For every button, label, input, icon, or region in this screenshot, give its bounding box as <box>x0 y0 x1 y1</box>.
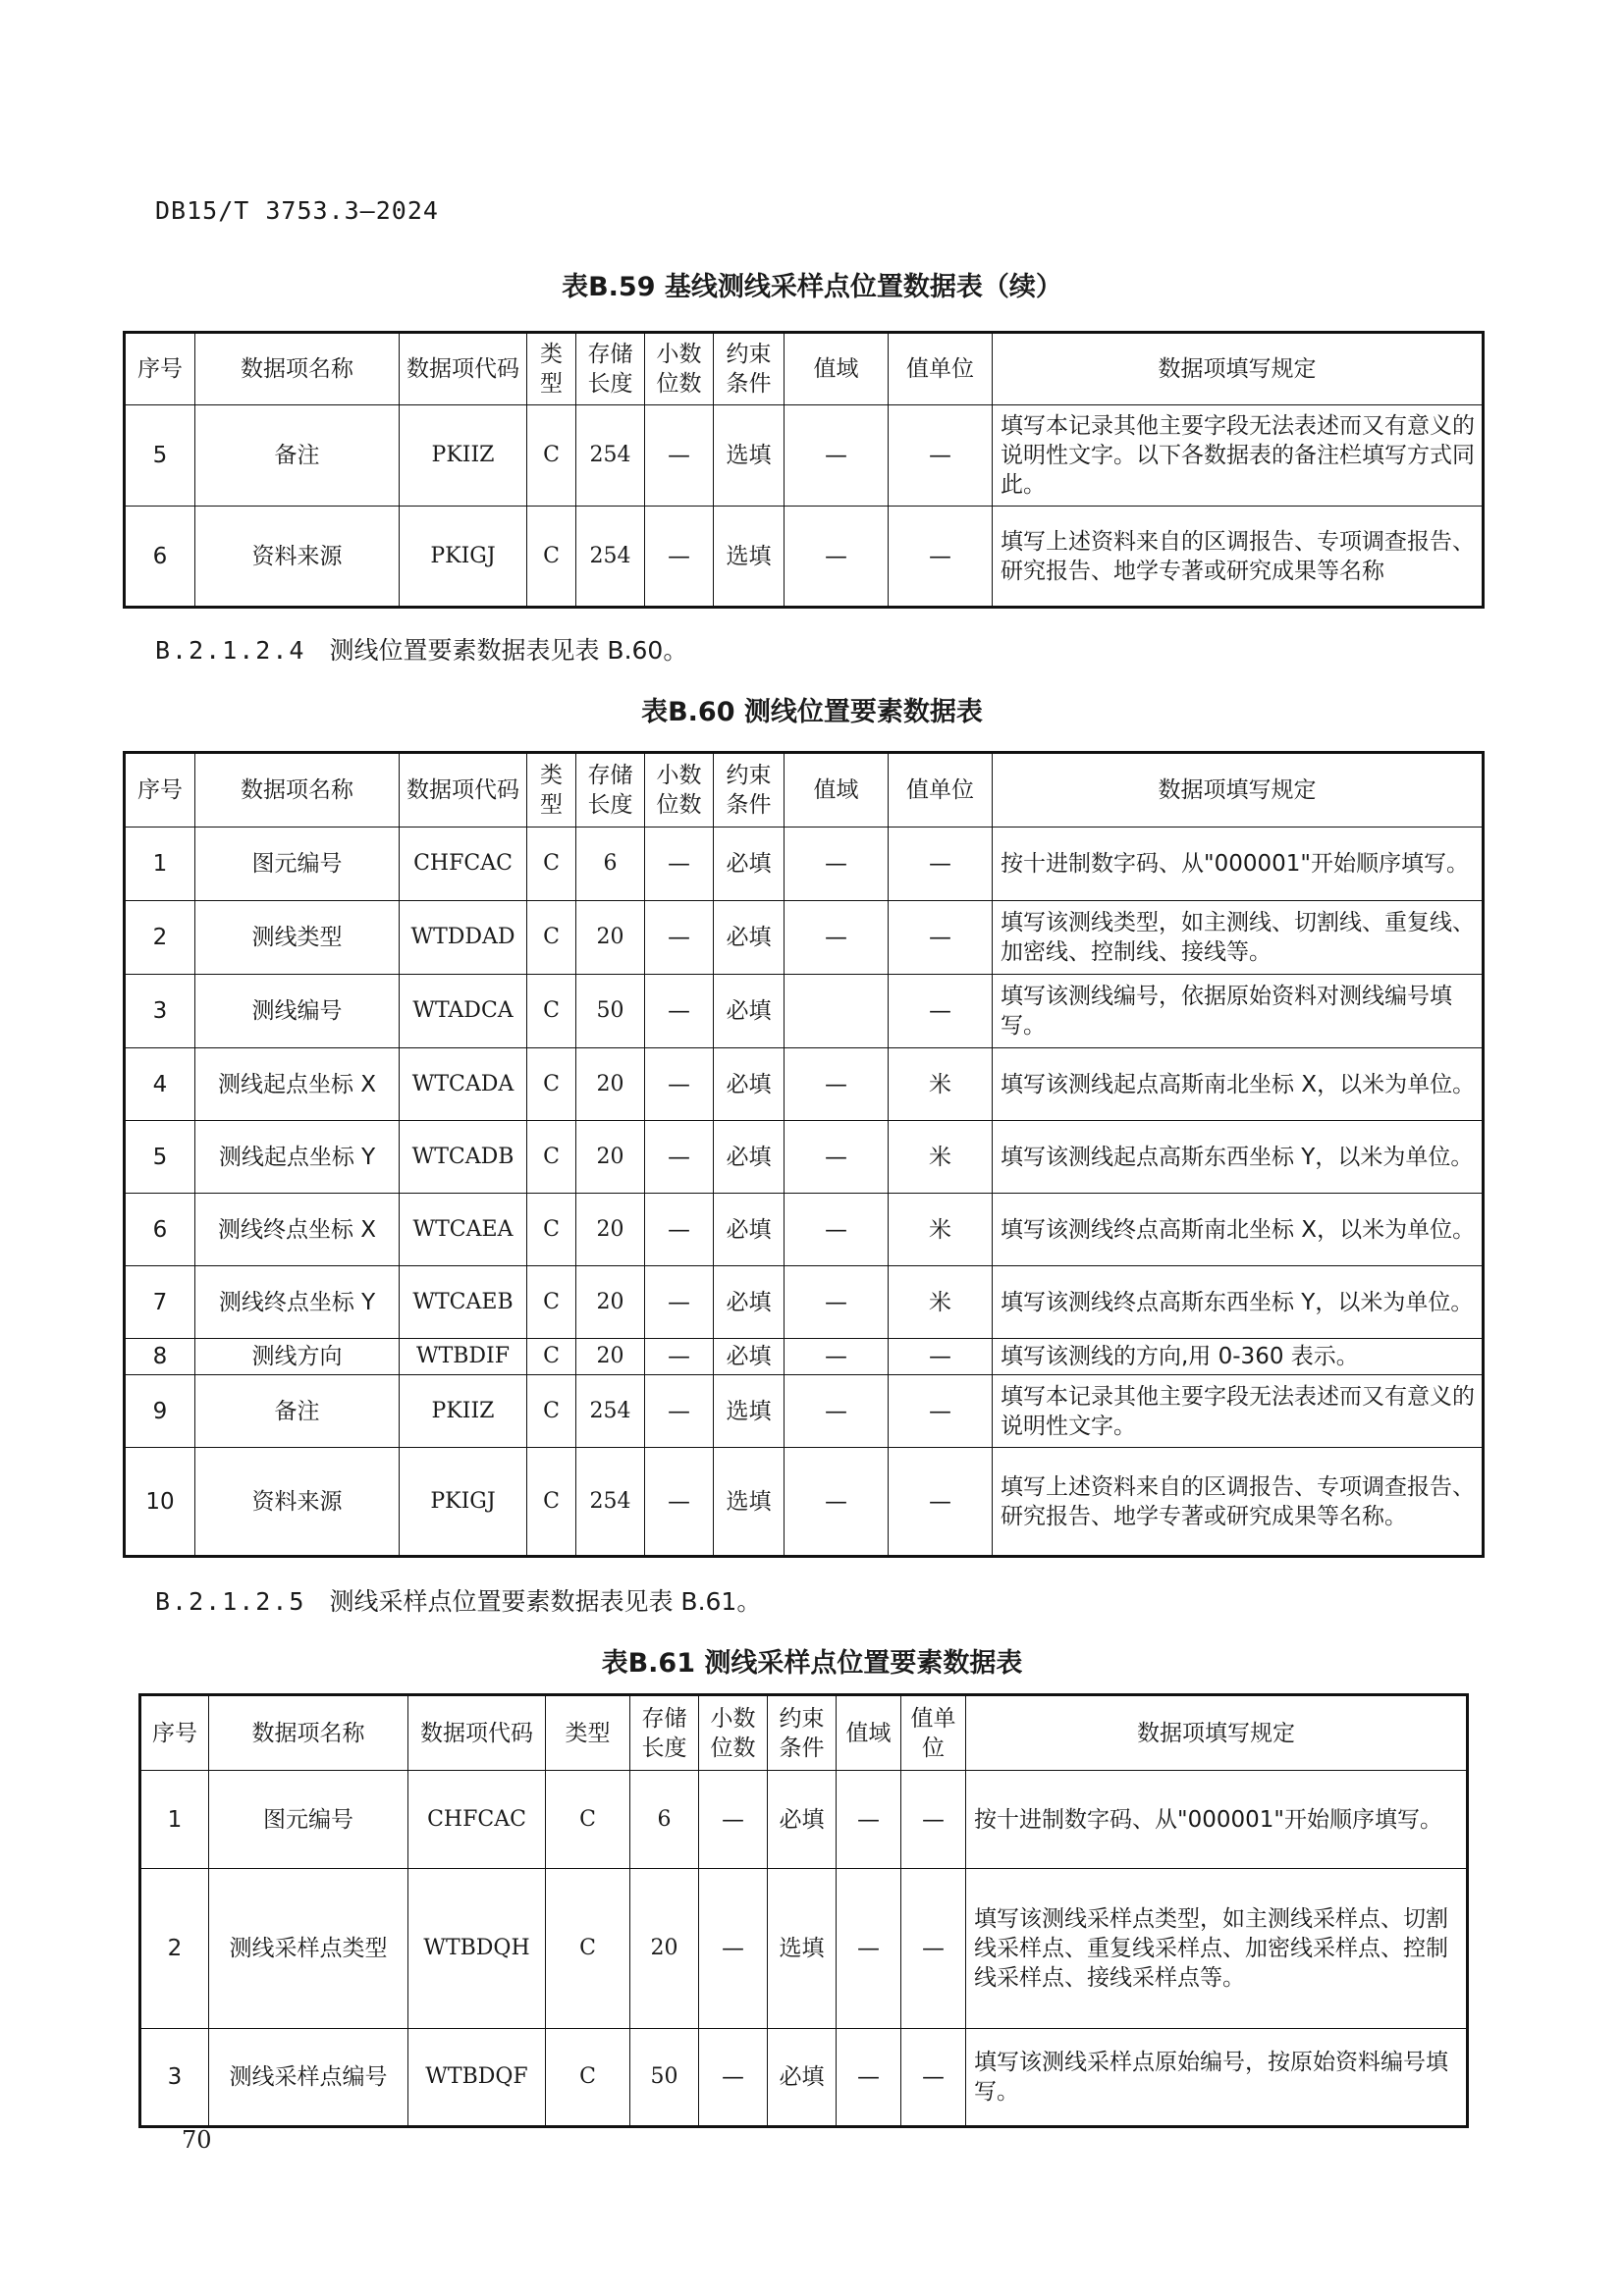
cell-name: 测线采样点类型 <box>209 1869 408 2029</box>
cell-decimal: — <box>645 1339 714 1375</box>
col-header-rule: 数据项填写规定 <box>966 1695 1468 1771</box>
cell-decimal: — <box>645 901 714 975</box>
cell-constraint: 必填 <box>768 1771 837 1869</box>
table-row <box>125 828 1484 901</box>
cell-type: C <box>546 1869 630 2029</box>
cell-domain: — <box>785 405 889 507</box>
cell-constraint: 必填 <box>768 2029 837 2127</box>
cell-name: 资料来源 <box>195 1448 400 1557</box>
table-row <box>140 2029 1468 2127</box>
cell-length: 254 <box>576 1375 645 1448</box>
cell-seq: 5 <box>125 1121 195 1194</box>
col-header-domain: 值域 <box>837 1695 901 1771</box>
cell-constraint: 选填 <box>714 405 785 507</box>
col-header-decimal: 小数位数 <box>645 753 714 828</box>
table-b59 <box>123 331 1485 609</box>
cell-rule: 填写上述资料来自的区调报告、专项调查报告、研究报告、地学专著或研究成果等名称。 <box>993 1448 1484 1557</box>
cell-domain: — <box>785 507 889 608</box>
cell-decimal: — <box>645 1194 714 1266</box>
col-header-length: 存储长度 <box>576 333 645 405</box>
cell-name: 备注 <box>195 1375 400 1448</box>
cell-unit: — <box>889 1375 993 1448</box>
cell-name: 图元编号 <box>209 1771 408 1869</box>
table-row <box>125 1121 1484 1194</box>
table-row <box>125 405 1484 507</box>
table-row <box>125 901 1484 975</box>
cell-unit: — <box>889 507 993 608</box>
cell-seq: 10 <box>125 1448 195 1557</box>
cell-unit: — <box>889 405 993 507</box>
cell-type: C <box>546 1771 630 1869</box>
cell-domain: — <box>785 1339 889 1375</box>
cell-constraint: 必填 <box>714 975 785 1048</box>
cell-unit: — <box>901 1771 966 1869</box>
cell-length: 6 <box>576 828 645 901</box>
cell-code: WTCADB <box>400 1121 527 1194</box>
cell-constraint: 必填 <box>714 1266 785 1339</box>
cell-name: 测线编号 <box>195 975 400 1048</box>
cell-rule: 按十进制数字码、从"000001"开始顺序填写。 <box>966 1771 1468 1869</box>
cell-decimal: — <box>645 1048 714 1121</box>
col-header-type: 类型 <box>527 333 576 405</box>
cell-unit: — <box>889 901 993 975</box>
cell-length: 20 <box>576 1194 645 1266</box>
table-row <box>125 1375 1484 1448</box>
page-number: 70 <box>182 2126 212 2154</box>
cell-rule: 填写本记录其他主要字段无法表述而又有意义的说明性文字。 <box>993 1375 1484 1448</box>
cell-rule: 按十进制数字码、从"000001"开始顺序填写。 <box>993 828 1484 901</box>
cell-seq: 5 <box>125 405 195 507</box>
col-header-constraint: 约束条件 <box>714 333 785 405</box>
cell-constraint: 必填 <box>714 1048 785 1121</box>
cell-unit: — <box>889 975 993 1048</box>
cell-domain: — <box>785 1194 889 1266</box>
cell-decimal: — <box>645 1121 714 1194</box>
cell-code: WTBDQH <box>408 1869 546 2029</box>
cell-length: 20 <box>576 1266 645 1339</box>
cell-rule: 填写该测线的方向,用 0-360 表示。 <box>993 1339 1484 1375</box>
cell-code: CHFCAC <box>400 828 527 901</box>
cell-length: 254 <box>576 1448 645 1557</box>
table-row <box>140 1771 1468 1869</box>
cell-unit: — <box>889 1448 993 1557</box>
col-header-domain: 值域 <box>785 753 889 828</box>
cell-rule: 填写该测线终点高斯东西坐标 Y，以米为单位。 <box>993 1266 1484 1339</box>
col-header-decimal: 小数位数 <box>645 333 714 405</box>
cell-decimal: — <box>645 1448 714 1557</box>
cell-length: 20 <box>576 901 645 975</box>
table-row <box>125 1194 1484 1266</box>
col-header-name: 数据项名称 <box>209 1695 408 1771</box>
col-header-code: 数据项代码 <box>400 333 527 405</box>
section-text: 测线采样点位置要素数据表见表 B.61。 <box>329 1587 762 1616</box>
cell-rule: 填写该测线采样点原始编号，按原始资料编号填写。 <box>966 2029 1468 2127</box>
cell-unit: — <box>889 1339 993 1375</box>
table-row <box>140 1869 1468 2029</box>
cell-domain: — <box>785 1048 889 1121</box>
cell-type: C <box>527 405 576 507</box>
cell-unit: 米 <box>889 1194 993 1266</box>
cell-code: WTCAEB <box>400 1266 527 1339</box>
cell-seq: 4 <box>125 1048 195 1121</box>
cell-decimal: — <box>645 1375 714 1448</box>
col-header-length: 存储长度 <box>630 1695 699 1771</box>
cell-unit: 米 <box>889 1048 993 1121</box>
cell-decimal: — <box>699 2029 768 2127</box>
cell-constraint: 选填 <box>714 1375 785 1448</box>
cell-seq: 2 <box>125 901 195 975</box>
cell-type: C <box>527 1375 576 1448</box>
cell-constraint: 必填 <box>714 1194 785 1266</box>
cell-code: WTADCA <box>400 975 527 1048</box>
cell-name: 备注 <box>195 405 400 507</box>
cell-type: C <box>527 975 576 1048</box>
col-header-code: 数据项代码 <box>400 753 527 828</box>
cell-code: WTCADA <box>400 1048 527 1121</box>
col-header-seq: 序号 <box>125 333 195 405</box>
cell-code: PKIGJ <box>400 507 527 608</box>
cell-code: CHFCAC <box>408 1771 546 1869</box>
cell-rule: 填写该测线起点高斯南北坐标 X，以米为单位。 <box>993 1048 1484 1121</box>
col-header-rule: 数据项填写规定 <box>993 333 1484 405</box>
section-text: 测线位置要素数据表见表 B.60。 <box>329 636 688 665</box>
cell-name: 资料来源 <box>195 507 400 608</box>
cell-name: 图元编号 <box>195 828 400 901</box>
table-b61-caption: 表B.61 测线采样点位置要素数据表 <box>601 1648 1023 1679</box>
cell-name: 测线终点坐标 X <box>195 1194 400 1266</box>
cell-constraint: 选填 <box>768 1869 837 2029</box>
cell-domain: — <box>785 1448 889 1557</box>
col-header-seq: 序号 <box>125 753 195 828</box>
cell-type: C <box>527 1121 576 1194</box>
cell-code: PKIIZ <box>400 1375 527 1448</box>
cell-unit: 米 <box>889 1121 993 1194</box>
col-header-unit: 值单位 <box>901 1695 966 1771</box>
cell-decimal: — <box>645 405 714 507</box>
cell-length: 50 <box>576 975 645 1048</box>
cell-rule: 填写该测线起点高斯东西坐标 Y，以米为单位。 <box>993 1121 1484 1194</box>
table-row <box>125 1339 1484 1375</box>
col-header-name: 数据项名称 <box>195 333 400 405</box>
cell-code: PKIGJ <box>400 1448 527 1557</box>
cell-unit: — <box>901 2029 966 2127</box>
cell-seq: 1 <box>125 828 195 901</box>
cell-rule: 填写该测线采样点类型，如主测线采样点、切割线采样点、重复线采样点、加密线采样点、控制线采样点、接线采样点等。 <box>966 1869 1468 2029</box>
cell-length: 20 <box>630 1869 699 2029</box>
cell-domain: — <box>837 1869 901 2029</box>
table-row <box>125 507 1484 608</box>
cell-name: 测线终点坐标 Y <box>195 1266 400 1339</box>
section-b2125 <box>155 1582 761 1618</box>
cell-domain: — <box>785 828 889 901</box>
cell-domain: — <box>785 901 889 975</box>
document-id: DB15/T 3753.3—2024 <box>155 196 439 225</box>
table-row <box>125 1448 1484 1557</box>
table-b61 <box>138 1693 1469 2128</box>
cell-code: WTBDIF <box>400 1339 527 1375</box>
cell-length: 50 <box>630 2029 699 2127</box>
col-header-type: 类型 <box>527 753 576 828</box>
cell-constraint: 必填 <box>714 828 785 901</box>
cell-code: PKIIZ <box>400 405 527 507</box>
cell-name: 测线类型 <box>195 901 400 975</box>
cell-code: WTBDQF <box>408 2029 546 2127</box>
cell-decimal: — <box>645 828 714 901</box>
cell-decimal: — <box>645 1266 714 1339</box>
cell-domain: — <box>837 1771 901 1869</box>
cell-seq: 9 <box>125 1375 195 1448</box>
cell-decimal: — <box>645 975 714 1048</box>
cell-seq: 2 <box>140 1869 209 2029</box>
section-number: B.2.1.2.5 <box>155 1587 306 1616</box>
cell-decimal: — <box>699 1771 768 1869</box>
cell-name: 测线方向 <box>195 1339 400 1375</box>
col-header-code: 数据项代码 <box>408 1695 546 1771</box>
cell-code: WTDDAD <box>400 901 527 975</box>
cell-length: 20 <box>576 1339 645 1375</box>
cell-length: 20 <box>576 1121 645 1194</box>
cell-rule: 填写上述资料来自的区调报告、专项调查报告、研究报告、地学专著或研究成果等名称 <box>993 507 1484 608</box>
section-b2124 <box>155 631 687 667</box>
cell-seq: 1 <box>140 1771 209 1869</box>
cell-seq: 7 <box>125 1266 195 1339</box>
cell-type: C <box>527 1266 576 1339</box>
cell-type: C <box>527 1339 576 1375</box>
cell-seq: 6 <box>125 1194 195 1266</box>
table-row <box>125 1048 1484 1121</box>
cell-constraint: 选填 <box>714 507 785 608</box>
cell-constraint: 必填 <box>714 901 785 975</box>
cell-name: 测线采样点编号 <box>209 2029 408 2127</box>
cell-unit: — <box>889 828 993 901</box>
cell-decimal: — <box>699 1869 768 2029</box>
cell-unit: 米 <box>889 1266 993 1339</box>
cell-length: 20 <box>576 1048 645 1121</box>
table-row <box>125 1266 1484 1339</box>
col-header-unit: 值单位 <box>889 333 993 405</box>
section-number: B.2.1.2.4 <box>155 636 306 665</box>
col-header-name: 数据项名称 <box>195 753 400 828</box>
cell-length: 254 <box>576 405 645 507</box>
cell-domain: — <box>837 2029 901 2127</box>
table-row <box>125 975 1484 1048</box>
cell-constraint: 必填 <box>714 1121 785 1194</box>
cell-constraint: 选填 <box>714 1448 785 1557</box>
cell-type: C <box>527 901 576 975</box>
col-header-length: 存储长度 <box>576 753 645 828</box>
table-b59-caption: 表B.59 基线测线采样点位置数据表（续） <box>562 272 1062 302</box>
cell-domain: — <box>785 1266 889 1339</box>
cell-rule: 填写该测线编号，依据原始资料对测线编号填写。 <box>993 975 1484 1048</box>
cell-type: C <box>527 1448 576 1557</box>
col-header-decimal: 小数位数 <box>699 1695 768 1771</box>
cell-name: 测线起点坐标 X <box>195 1048 400 1121</box>
cell-rule: 填写该测线类型，如主测线、切割线、重复线、加密线、控制线、接线等。 <box>993 901 1484 975</box>
col-header-constraint: 约束条件 <box>768 1695 837 1771</box>
cell-domain: — <box>785 1375 889 1448</box>
cell-constraint: 必填 <box>714 1339 785 1375</box>
cell-domain: — <box>785 1121 889 1194</box>
cell-rule: 填写该测线终点高斯南北坐标 X，以米为单位。 <box>993 1194 1484 1266</box>
cell-length: 6 <box>630 1771 699 1869</box>
col-header-type: 类型 <box>546 1695 630 1771</box>
col-header-seq: 序号 <box>140 1695 209 1771</box>
cell-decimal: — <box>645 507 714 608</box>
cell-type: C <box>527 828 576 901</box>
cell-type: C <box>527 507 576 608</box>
table-b60-caption: 表B.60 测线位置要素数据表 <box>641 697 983 727</box>
col-header-domain: 值域 <box>785 333 889 405</box>
cell-type: C <box>546 2029 630 2127</box>
cell-seq: 3 <box>125 975 195 1048</box>
table-b60 <box>123 751 1485 1558</box>
cell-type: C <box>527 1048 576 1121</box>
col-header-rule: 数据项填写规定 <box>993 753 1484 828</box>
cell-length: 254 <box>576 507 645 608</box>
cell-type: C <box>527 1194 576 1266</box>
cell-name: 测线起点坐标 Y <box>195 1121 400 1194</box>
cell-seq: 3 <box>140 2029 209 2127</box>
col-header-unit: 值单位 <box>889 753 993 828</box>
cell-rule: 填写本记录其他主要字段无法表述而又有意义的说明性文字。以下各数据表的备注栏填写方式同此。 <box>993 405 1484 507</box>
cell-seq: 6 <box>125 507 195 608</box>
cell-code: WTCAEA <box>400 1194 527 1266</box>
cell-unit: — <box>901 1869 966 2029</box>
col-header-constraint: 约束条件 <box>714 753 785 828</box>
cell-domain <box>785 975 889 1048</box>
cell-seq: 8 <box>125 1339 195 1375</box>
